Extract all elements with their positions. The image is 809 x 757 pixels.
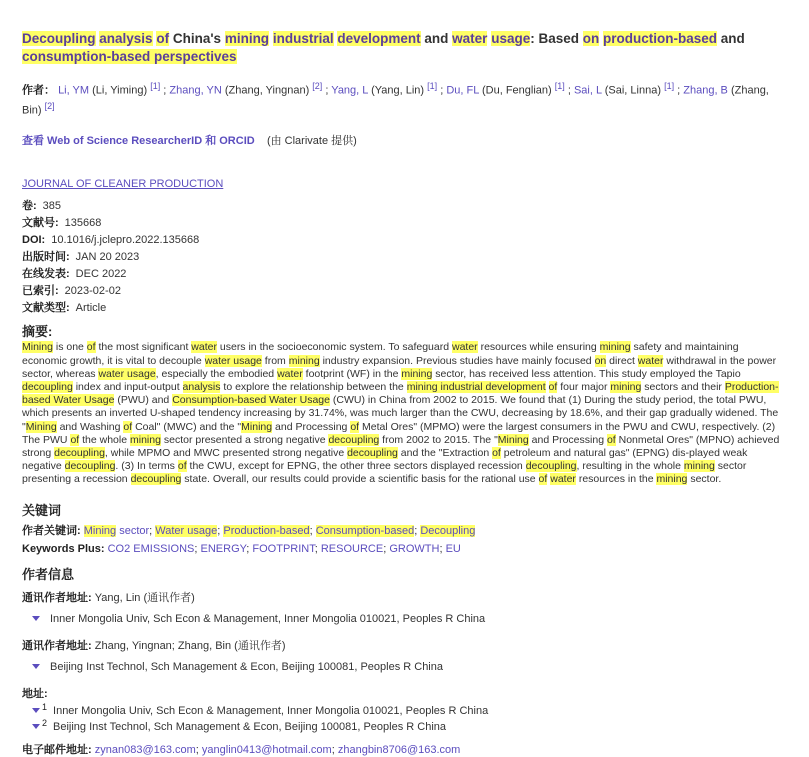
highlighted-term: on (594, 354, 607, 367)
text-segment: resources in the (575, 473, 657, 486)
metadata-block (22, 198, 784, 317)
highlighted-term: of (538, 473, 548, 486)
highlighted-term: water (550, 473, 576, 486)
chevron-down-icon[interactable] (32, 616, 40, 621)
metadata-key: 已索引: (22, 285, 59, 298)
metadata-row (22, 198, 784, 215)
chevron-down-icon[interactable] (32, 708, 40, 713)
highlighted-term: mining (224, 31, 270, 46)
highlighted-term: mining (288, 354, 320, 367)
text-segment: (PWU) and (114, 394, 173, 407)
text-segment: . (3) In terms (115, 460, 178, 473)
address-number: 1 (42, 701, 48, 712)
highlighted-term: analysis (99, 31, 153, 46)
record-page (22, 30, 784, 757)
metadata-value: 10.1016/j.jclepro.2022.135668 (51, 234, 200, 247)
highlighted-term: of (350, 420, 360, 433)
author-fullname: (Zhang, Bin) (22, 84, 769, 117)
author-keyword-link[interactable] (420, 525, 475, 537)
highlighted-term: water (452, 31, 488, 46)
abstract-text (22, 341, 784, 486)
author-fullname: (Zhang, Yingnan) (224, 84, 310, 97)
metadata-row (22, 215, 784, 232)
highlighted-term: consumption-based perspectives (22, 49, 237, 64)
author-link[interactable]: Li, YM (58, 84, 90, 97)
author-keywords-row: 作者关键词: Mining sector; Water usage; Production-based; Consumption-based; Decoupling (22, 524, 476, 537)
highlighted-term: mining (130, 433, 161, 446)
highlighted-term: water (191, 341, 217, 354)
highlighted-term: mining (656, 473, 688, 486)
highlighted-term: analysis (182, 380, 221, 393)
highlighted-term: Mining (83, 524, 117, 537)
text-segment: and Processing (272, 420, 351, 433)
author-keyword-link[interactable] (223, 525, 309, 537)
address-line[interactable] (22, 717, 784, 733)
highlighted-term: Mining (241, 420, 273, 433)
abstract-heading: 摘要: (22, 324, 53, 340)
highlighted-term: Decoupling (22, 31, 96, 46)
highlighted-term: Water usage (155, 524, 218, 537)
highlighted-term: water (277, 367, 303, 380)
highlighted-term: of (123, 420, 133, 433)
metadata-key: 文献号: (22, 217, 59, 230)
text-segment: state. Overall, our results could provide a scientific basis for the rational use (181, 473, 539, 486)
researcher-id-link[interactable]: 查看 Web of Science ResearcherID 和 ORCID (22, 135, 255, 148)
text-segment: and (420, 31, 453, 46)
text-segment: Coal" (MWC) and the " (132, 420, 242, 433)
author-affiliation-ref[interactable]: [2] (44, 100, 55, 111)
author-fullname: (Du, Fenglian) (481, 84, 552, 97)
highlighted-term: Production-based Water Usage (22, 380, 779, 407)
metadata-key: 文献类型: (22, 302, 70, 315)
corr2-address: Beijing Inst Technol, Sch Management & Econ, Beijing 100081, Peoples R China (50, 660, 443, 673)
highlighted-term: Consumption-based Water Usage (172, 394, 330, 407)
text-segment: sector, has received less attention. This study employed the Tapio (432, 367, 741, 380)
highlighted-term: Mining (22, 341, 53, 354)
metadata-value: JAN 20 2023 (75, 251, 140, 264)
text-segment: the most significant (95, 341, 192, 354)
text-segment: Nonmetal Ores" (MPNO) achieved strong (22, 433, 780, 459)
highlighted-term: decoupling (347, 446, 398, 459)
corresponding-address-2 (22, 637, 784, 653)
author-affiliation-ref[interactable]: [1] (664, 81, 675, 91)
author-affiliation-ref[interactable]: [1] (150, 81, 161, 91)
text-segment: users in the socioeconomic system. To safeguard (216, 341, 452, 354)
highlighted-term: water (451, 341, 478, 354)
text-segment: withdrawal in the power sector, whereas (22, 354, 777, 380)
email-link[interactable]: zhangbin8706@163.com (337, 743, 461, 756)
metadata-row (22, 283, 784, 300)
text-segment: , especially the embodied (155, 367, 278, 380)
journal-link[interactable]: JOURNAL OF CLEANER PRODUCTION (22, 178, 224, 191)
text-segment: four major (557, 380, 611, 393)
highlighted-term: mining (401, 367, 433, 380)
highlighted-term: water usage (204, 354, 262, 367)
highlighted-term: decoupling (22, 380, 73, 393)
author-keyword-link[interactable] (316, 525, 414, 537)
text-segment: , resulting in the whole (576, 460, 684, 473)
keyword-plus-link[interactable]: RESOURCE (320, 542, 384, 555)
keyword-plus-link[interactable]: EU (445, 542, 461, 555)
text-segment: index and input-output (72, 380, 183, 393)
email-link[interactable]: zynan083@163.com (94, 743, 196, 756)
highlighted-term: production-based (603, 31, 718, 46)
highlighted-term: Mining (25, 420, 57, 433)
address-text: Inner Mongolia Univ, Sch Econ & Management, Inner Mongolia 010021, Peoples R China (53, 704, 489, 717)
author-keyword-link[interactable] (155, 525, 217, 537)
text-segment: the CWU, except for EPNG, the other three sectors displayed recession (186, 460, 526, 473)
corr2-value: Zhang, Yingnan; Zhang, Bin (通讯作者) (94, 639, 286, 652)
highlighted-term: decoupling (525, 460, 577, 473)
metadata-value: DEC 2022 (75, 268, 127, 281)
text-segment: to explore the relationship between the (220, 380, 407, 393)
authors-line: 作者： Li, YM (Li, Yiming) [1] ; Zhang, YN (Zhang, Yingnan) [2] ; Yang, L (Yang, Lin) [1] ; Du, FL (Du, Fenglian) [1] ; Sai, L (Sai, Linna) [1] ; Zhang, B (Zhang, Bin) [2] (22, 81, 769, 117)
metadata-key: 在线发表: (22, 268, 70, 281)
keyword-plus-link[interactable]: ENERGY (200, 542, 247, 555)
highlighted-term: Production-based (223, 524, 310, 537)
keyword-plus-link[interactable]: CO2 EMISSIONS (107, 542, 195, 555)
highlighted-term: of (548, 380, 558, 393)
highlighted-term: Decoupling (420, 524, 476, 537)
text-segment: direct (606, 354, 638, 367)
author-affiliation-ref[interactable]: [1] (554, 81, 565, 91)
text-segment: safety and maintaining economic growth, it is vital to decouple (22, 341, 739, 367)
text-segment: : Based (530, 31, 583, 46)
text-segment: from 2002 to 2015. The " (379, 433, 498, 446)
metadata-row (22, 249, 784, 266)
author-fullname: (Sai, Linna) (604, 84, 661, 97)
chevron-down-icon[interactable] (32, 724, 40, 729)
keyword-plus-link[interactable]: FOOTPRINT (252, 542, 315, 555)
text-segment: sector presented a strong negative (160, 433, 329, 446)
metadata-key: 卷: (22, 200, 37, 213)
highlighted-term: of (156, 31, 170, 46)
metadata-value: 135668 (64, 217, 102, 230)
highlighted-term: water (637, 354, 664, 367)
author-info-heading: 作者信息 (22, 566, 75, 582)
keywords-plus-row: Keywords Plus: CO2 EMISSIONS; ENERGY; FOOTPRINT; RESOURCE; GROWTH; EU (22, 542, 461, 555)
emails-row: 电子邮件地址: zynan083@163.com; yanglin0413@hotmail.com; zhangbin8706@163.com (22, 743, 461, 756)
author-link[interactable]: Zhang, B (683, 84, 728, 97)
highlighted-term: of (86, 341, 96, 354)
metadata-value: 385 (42, 200, 62, 213)
highlighted-term: mining (610, 380, 642, 393)
text-segment: sector presenting a recession (22, 460, 747, 486)
text-segment: and Processing (528, 433, 607, 446)
corr2-address-line[interactable] (22, 661, 784, 673)
highlighted-term: decoupling (54, 446, 105, 459)
highlighted-term: decoupling (130, 473, 182, 486)
email-link[interactable]: yanglin0413@hotmail.com (201, 743, 332, 756)
text-segment: (CWU) in China from 2002 to 2015. We found that (1) During the study period, the total PWU, which presents an inverted U-shaped tendency increasing by 31.74%, was much larger than the CWU, decreasing by 18.6%, and their gap gradually widened. The " (22, 394, 779, 433)
highlighted-term: of (70, 433, 80, 446)
author-affiliation-ref[interactable]: [1] (427, 81, 438, 91)
text-segment: resources while ensuring (477, 341, 600, 354)
text-segment: and Washing (56, 420, 124, 433)
highlighted-term: decoupling (328, 433, 380, 446)
highlighted-term: usage (491, 31, 531, 46)
authors-label: 作者： (22, 84, 55, 97)
text-segment: Metal Ores" (MPMO) were the largest consumers in the PWU and CWU, respectively. (2) The PWU (22, 420, 776, 446)
text-segment: footprint (WF) in the (302, 367, 402, 380)
chevron-down-icon[interactable] (32, 664, 40, 669)
keyword-plus-link[interactable]: GROWTH (389, 542, 440, 555)
corr2-label: 通讯作者地址: (22, 639, 92, 652)
author-fullname: (Li, Yiming) (92, 84, 148, 97)
text-segment: , while MPMO and MWC presented strong negative (104, 446, 348, 459)
metadata-key: DOI: (22, 234, 46, 247)
metadata-key: 出版时间: (22, 251, 70, 264)
text-segment: from (261, 354, 289, 367)
corr1-value: Yang, Lin (通讯作者) (94, 591, 195, 604)
address-text: Beijing Inst Technol, Sch Management & Econ, Beijing 100081, Peoples R China (53, 720, 447, 733)
address-line[interactable] (22, 701, 784, 717)
metadata-row (22, 266, 784, 283)
corr1-address-line[interactable] (22, 613, 784, 625)
corr1-label: 通讯作者地址: (22, 591, 92, 604)
article-title (22, 30, 784, 66)
author-affiliation-ref[interactable]: [2] (312, 81, 323, 91)
highlighted-term: mining (683, 460, 715, 473)
highlighted-term: development (337, 31, 421, 46)
text-segment: sectors and their (641, 380, 725, 393)
corresponding-address-1 (22, 589, 784, 605)
author-link[interactable]: Yang, L (331, 84, 368, 97)
author-link[interactable]: Du, FL (446, 84, 479, 97)
addresses-label-row (22, 685, 784, 701)
author-link[interactable]: Sai, L (573, 84, 602, 97)
keywords-plus-label: Keywords Plus: (22, 542, 105, 555)
text-segment: and the "Extraction (397, 446, 493, 459)
researcher-id-note: (由 Clarivate 提供) (266, 135, 357, 148)
email-label: 电子邮件地址: (22, 743, 92, 756)
text-segment: China's (169, 31, 225, 46)
corr1-address: Inner Mongolia Univ, Sch Econ & Management, Inner Mongolia 010021, Peoples R China (50, 612, 486, 625)
highlighted-term: decoupling (64, 460, 116, 473)
author-keywords-label: 作者关键词: (22, 524, 81, 537)
metadata-row (22, 300, 784, 317)
highlighted-term: of (177, 460, 187, 473)
text-segment: industry expansion. Previous studies have mainly focused (319, 354, 595, 367)
text-segment: sector. (687, 473, 722, 486)
author-fullname: (Yang, Lin) (371, 84, 425, 97)
highlighted-term: on (582, 31, 600, 46)
text-segment: sector (116, 524, 150, 537)
highlighted-term: of (606, 433, 616, 446)
highlighted-term: water usage (98, 367, 156, 380)
keywords-heading: 关键词 (22, 502, 62, 518)
researcher-id-row (22, 132, 784, 148)
highlighted-term: Consumption-based (315, 524, 415, 537)
author-link[interactable]: Zhang, YN (169, 84, 222, 97)
text-segment: petroleum and natural gas" (EPNG) dis-played weak negative (22, 446, 748, 473)
metadata-value: Article (75, 302, 107, 315)
author-keyword-link[interactable] (84, 525, 149, 537)
text-segment: is one (52, 341, 87, 354)
metadata-row (22, 232, 784, 249)
highlighted-term: mining industrial development (406, 380, 546, 393)
highlighted-term: industrial (272, 31, 334, 46)
addresses-list (22, 701, 784, 733)
address-number: 2 (42, 717, 48, 728)
metadata-value: 2023-02-02 (64, 285, 121, 298)
highlighted-term: mining (599, 341, 631, 354)
highlighted-term: Mining (497, 433, 529, 446)
addresses-label: 地址: (22, 687, 48, 700)
text-segment: and (717, 31, 745, 46)
text-segment: the whole (79, 433, 130, 446)
highlighted-term: of (492, 446, 501, 459)
